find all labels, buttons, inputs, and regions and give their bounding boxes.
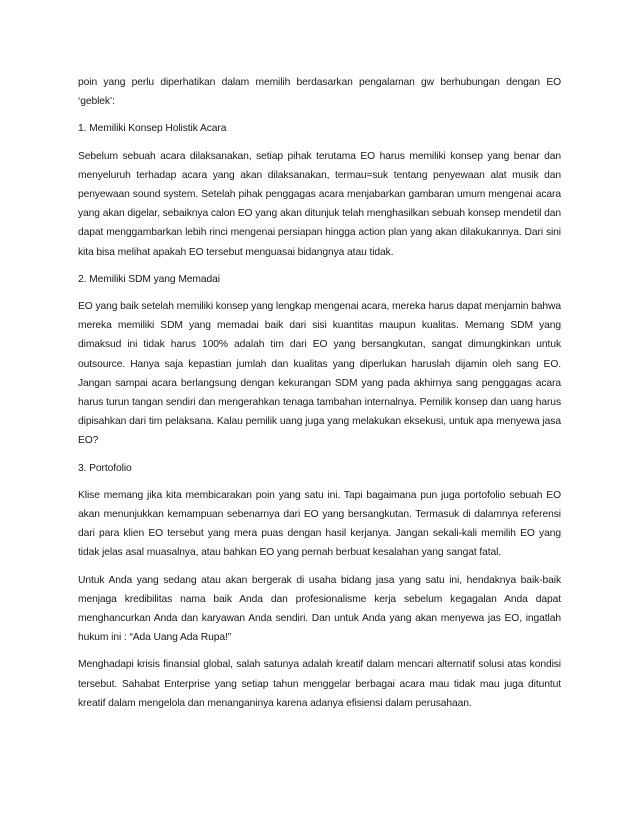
intro-paragraph: poin yang perlu diperhatikan dalam memilih berdasarkan pengalaman gw berhubungan dengan EO ‘geblek’: [78,77,561,108]
section-paragraph: Sebelum sebuah acara dilaksanakan, setiap pihak terutama EO harus memiliki konsep yang benar dan menyeluruh terhadap acara yang akan dilaksanakan, termau=suk tentang penyewaan alat musik dan penyewaan sound system. Setelah pihak penggagas acara menjabarkan gambaran umum mengenai acara yang akan digelar, sebaiknya calon EO yang akan ditunjuk telah menghasilkan sebuah konsep mendetil dan dapat menggambarkan lebih rinci mengenai persiapan hingga action plan yang akan dilakukannya. Dari sini kita bisa melihat apakah EO tersebut menguasai bidangnya atau tidak. [78,150,561,258]
section-heading-konsep: 1. Memiliki Konsep Holistik Acara [78,123,227,135]
section-paragraph: EO yang baik setelah memiliki konsep yang lengkap mengenai acara, mereka harus dapat menjamin bahwa mereka memiliki SDM yang memadai baik dari sisi kuantitas maupun kualitas. Memang SDM yang dimaksud ini tidak harus 100% adalah tim dari EO yang bersangkutan, sangat dimungkinkan untuk outsource. Hanya saja kepastian jumlah dan kualitas yang diperlukan haruslah dijamin oleh sang EO. Jangan sampai acara berlangsung dengan kekurangan SDM yang pada akhirnya sang penggagas acara harus turun tangan sendiri dan mengerahkan tenaga tambahan internalnya. Pemilik konsep dan uang harus dipisahkan dari tim pelaksana. Kalau pemilik uang juga yang melakukan eksekusi, untuk apa menyewa jasa EO? [78,301,561,447]
section-heading-portofolio: 3. Portofolio [78,462,132,474]
section-heading-sdm: 2. Memiliki SDM yang Memadai [78,273,220,285]
section-paragraph: Untuk Anda yang sedang atau akan bergerak di usaha bidang jasa yang satu ini, hendaknya baik-baik menjaga kredibilitas nama baik Anda dan profesionalisme kerja sebelum kegagalan Anda dapat menghancurkan Anda dan karyawan Anda sendiri. Dan untuk Anda yang akan menyewa jas EO, ingatlah hukum ini : “Ada Uang Ada Rupa!” [78,574,561,644]
section-paragraph: Menghadapi krisis finansial global, salah satunya adalah kreatif dalam mencari alternatif solusi atas kondisi tersebut. Sahabat Enterprise yang setiap tahun menggelar berbagai acara mau tidak mau juga dituntut kreatif dalam mengelola dan menanganinya karena adanya efisiensi dalam perusahaan. [78,659,561,709]
section-paragraph: Klise memang jika kita membicarakan poin yang satu ini. Tapi bagaimana pun juga portofolio sebuah EO akan menunjukkan kemampuan sebenarnya dari EO yang bersangkutan. Termasuk di dalamnya referensi dari para klien EO tersebut yang mera puas dengan hasil kerjanya. Jangan sekali-kali memilih EO yang tidak jelas asal muasalnya, atau bahkan EO yang pernah berbuat kesalahan yang sangat fatal. [78,489,561,559]
